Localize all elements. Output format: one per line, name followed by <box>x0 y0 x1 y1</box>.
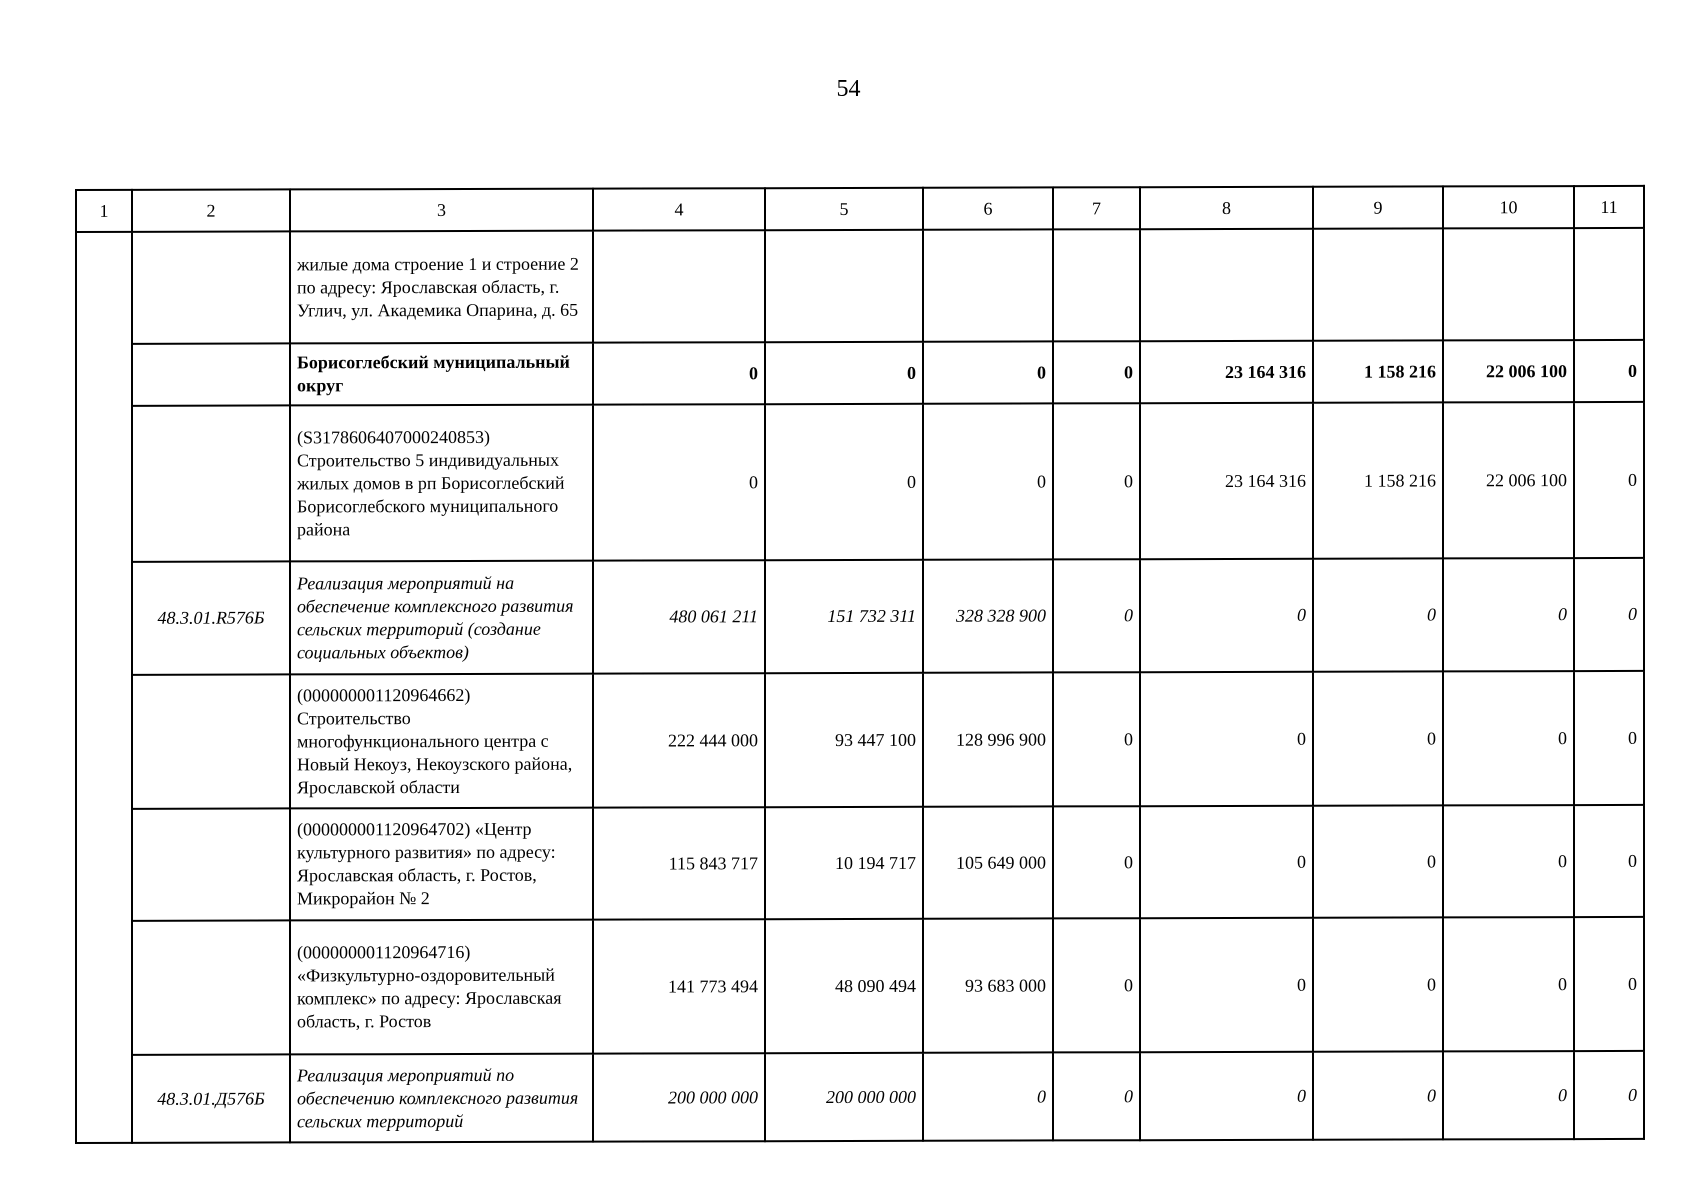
column-header: 5 <box>765 188 923 230</box>
value-cell <box>1140 229 1313 341</box>
value-cell <box>1574 228 1644 340</box>
value-cell: 0 <box>593 342 765 404</box>
value-cell: 93 683 000 <box>923 918 1053 1052</box>
value-cell: 0 <box>1574 917 1644 1051</box>
value-cell: 0 <box>1140 1052 1313 1140</box>
code-cell: 48.3.01.R576Б <box>132 561 290 674</box>
value-cell: 0 <box>1140 559 1313 672</box>
code-cell <box>132 674 290 808</box>
value-cell: 0 <box>1574 402 1644 558</box>
value-cell: 0 <box>1053 806 1140 918</box>
value-cell: 0 <box>1443 558 1574 671</box>
value-cell: 115 843 717 <box>593 807 765 919</box>
value-cell: 0 <box>1053 672 1140 806</box>
table-row <box>76 671 1644 809</box>
value-cell: 10 194 717 <box>765 807 923 919</box>
budget-table <box>75 185 1645 1144</box>
value-cell: 1 158 216 <box>1313 340 1443 402</box>
value-cell: 0 <box>1313 917 1443 1051</box>
value-cell: 0 <box>1574 558 1644 671</box>
value-cell: 22 006 100 <box>1443 340 1574 402</box>
value-cell: 23 164 316 <box>1140 341 1313 403</box>
value-cell: 0 <box>593 404 765 560</box>
name-cell: Борисоглебский муниципальный округ <box>290 343 593 406</box>
value-cell: 0 <box>1053 1052 1140 1140</box>
code-cell <box>132 920 290 1054</box>
value-cell: 0 <box>1053 559 1140 672</box>
value-cell <box>593 230 765 342</box>
column-1-cell <box>76 232 132 1143</box>
value-cell: 0 <box>765 342 923 404</box>
value-cell: 0 <box>1574 340 1644 402</box>
column-header: 6 <box>923 187 1053 229</box>
value-cell <box>1313 228 1443 340</box>
value-cell: 222 444 000 <box>593 673 765 807</box>
value-cell: 0 <box>1053 918 1140 1052</box>
value-cell <box>1443 228 1574 340</box>
code-cell <box>132 405 290 561</box>
value-cell: 0 <box>1574 805 1644 917</box>
page-number: 54 <box>836 76 861 102</box>
value-cell: 128 996 900 <box>923 672 1053 806</box>
value-cell: 328 328 900 <box>923 559 1053 672</box>
table-header-row <box>76 186 1644 232</box>
value-cell: 200 000 000 <box>593 1053 765 1141</box>
value-cell: 200 000 000 <box>765 1053 923 1141</box>
value-cell: 22 006 100 <box>1443 402 1574 558</box>
value-cell: 0 <box>1443 671 1574 805</box>
value-cell: 0 <box>1313 558 1443 671</box>
table-row <box>76 340 1644 406</box>
value-cell: 0 <box>1313 805 1443 917</box>
name-cell: жилые дома строение 1 и строение 2 по адресу: Ярославская область, г. Углич, ул. Академика Опарина, д. 65 <box>290 231 593 344</box>
value-cell: 0 <box>1313 671 1443 805</box>
value-cell: 0 <box>1140 918 1313 1052</box>
column-header: 9 <box>1313 186 1443 228</box>
table-row <box>76 1051 1644 1143</box>
value-cell: 1 158 216 <box>1313 402 1443 558</box>
column-header: 3 <box>290 189 593 232</box>
table-row <box>76 402 1644 562</box>
value-cell: 0 <box>1313 1051 1443 1139</box>
value-cell: 0 <box>923 403 1053 559</box>
value-cell <box>923 229 1053 341</box>
value-cell: 48 090 494 <box>765 919 923 1053</box>
value-cell: 0 <box>1443 805 1574 917</box>
value-cell: 0 <box>1053 341 1140 403</box>
column-header: 2 <box>132 189 290 231</box>
value-cell: 0 <box>1574 671 1644 805</box>
name-cell: (000000001120964662) Строительство многофункционального центра с Новый Некоуз, Некоузского района, Ярославской области <box>290 674 593 809</box>
name-cell: Реализация мероприятий на обеспечение комплексного развития сельских территорий (создание социальных объектов) <box>290 561 593 675</box>
value-cell: 0 <box>1053 403 1140 559</box>
column-header: 11 <box>1574 186 1644 228</box>
code-cell: 48.3.01.Д576Б <box>132 1054 290 1142</box>
value-cell: 141 773 494 <box>593 919 765 1053</box>
name-cell: (S3178606407000240853) Строительство 5 индивидуальных жилых домов в рп Борисоглебский Борисоглебского муниципального района <box>290 405 593 562</box>
code-cell <box>132 231 290 343</box>
value-cell: 93 447 100 <box>765 673 923 807</box>
name-cell: Реализация мероприятий по обеспечению комплексного развития сельских территорий <box>290 1054 593 1143</box>
column-header: 7 <box>1053 187 1140 229</box>
value-cell: 0 <box>923 341 1053 403</box>
value-cell: 0 <box>1574 1051 1644 1139</box>
value-cell <box>1053 229 1140 341</box>
value-cell: 151 732 311 <box>765 560 923 673</box>
column-header: 4 <box>593 188 765 230</box>
value-cell: 0 <box>923 1052 1053 1140</box>
column-header: 1 <box>76 190 132 232</box>
value-cell <box>765 230 923 342</box>
table-row <box>76 917 1644 1055</box>
column-header: 10 <box>1443 186 1574 228</box>
value-cell: 480 061 211 <box>593 560 765 673</box>
name-cell: (000000001120964716) «Физкультурно-оздоровительный комплекс» по адресу: Ярославская область, г. Ростов <box>290 920 593 1055</box>
table-row <box>76 805 1644 921</box>
value-cell: 23 164 316 <box>1140 403 1313 559</box>
table-row <box>76 228 1644 344</box>
value-cell: 0 <box>765 404 923 560</box>
name-cell: (000000001120964702) «Центр культурного развития» по адресу: Ярославская область, г. Ростов, Микрорайон № 2 <box>290 808 593 921</box>
code-cell <box>132 343 290 405</box>
table-row <box>76 558 1644 675</box>
value-cell: 0 <box>1443 1051 1574 1139</box>
value-cell: 0 <box>1140 806 1313 918</box>
value-cell: 0 <box>1140 672 1313 806</box>
column-header: 8 <box>1140 187 1313 229</box>
value-cell: 105 649 000 <box>923 806 1053 918</box>
value-cell: 0 <box>1443 917 1574 1051</box>
code-cell <box>132 808 290 920</box>
